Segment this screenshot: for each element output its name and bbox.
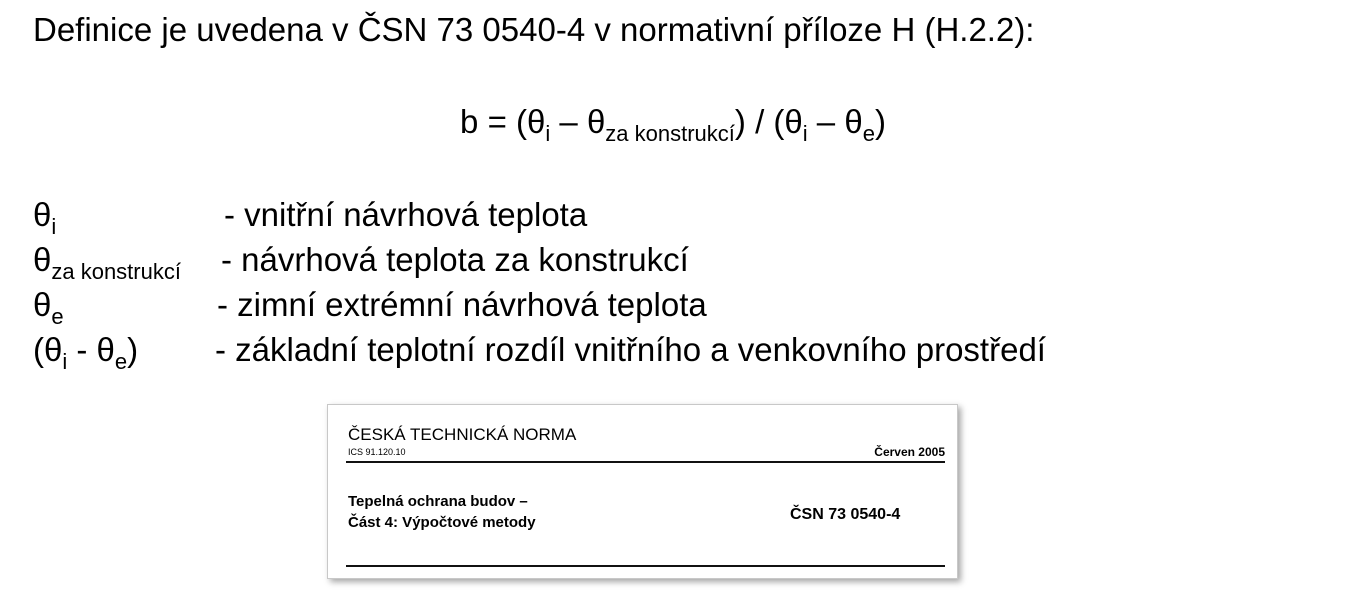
standard-code: ČSN 73 0540-4 (790, 506, 901, 523)
definition-description: - vnitřní návrhová teplota (224, 196, 588, 233)
symbol-minus-theta: - θ (67, 331, 115, 368)
definition-description: - základní teplotní rozdíl vnitřního a venkovního prostředí (215, 331, 1046, 368)
definition-symbol (33, 327, 138, 372)
formula-sub-i: i (545, 121, 551, 146)
symbol-theta: θ (33, 286, 52, 323)
standard-org: ČESKÁ TECHNICKÁ NORMA (348, 425, 577, 444)
divider-bottom (346, 565, 945, 567)
symbol-open: (θ (33, 331, 63, 368)
formula-dash-2: – θ (807, 103, 863, 140)
formula-sub-za-konstrukci: za konstrukcí (605, 121, 735, 146)
formula (0, 100, 1346, 144)
standard-title-line-1: Tepelná ochrana budov – (348, 493, 528, 510)
definition-row-theta-e (33, 282, 1333, 327)
definition-symbol (33, 282, 64, 327)
formula-lhs: b = (θ (460, 103, 546, 140)
symbol-theta: θ (33, 196, 52, 233)
definition-row-theta-za-konstrukci (33, 237, 1333, 282)
symbol-close: ) (127, 331, 139, 368)
standard-cover-card (327, 404, 958, 579)
divider-top (346, 461, 945, 463)
formula-end: ) (874, 103, 886, 140)
formula-sub-e: e (862, 121, 875, 146)
symbol-subscript: i (51, 214, 57, 239)
definition-symbol (33, 192, 56, 237)
definition-row-theta-i (33, 192, 1333, 237)
definition-description: - návrhová teplota za konstrukcí (221, 241, 689, 278)
symbol-theta: θ (33, 241, 52, 278)
definition-row-temperature-difference (33, 327, 1333, 372)
definition-description: - zimní extrémní návrhová teplota (217, 286, 707, 323)
formula-mid: ) / (θ (734, 103, 803, 140)
intro-text: Definice je uvedena v ČSN 73 0540-4 v normativní příloze H (H.2.2): (33, 11, 1035, 48)
formula-dash-1: – θ (550, 103, 606, 140)
symbol-subscript-i: i (62, 349, 68, 374)
symbol-subscript-e: e (114, 349, 128, 374)
standard-date: Červen 2005 (874, 445, 945, 459)
symbol-subscript: e (51, 304, 64, 329)
standard-ics: ICS 91.120.10 (348, 447, 406, 457)
formula-sub-i-2: i (802, 121, 808, 146)
standard-title-line-2: Část 4: Výpočtové metody (348, 514, 536, 531)
definition-list (33, 192, 1333, 372)
definition-symbol (33, 237, 181, 282)
symbol-subscript: za konstrukcí (51, 259, 181, 284)
